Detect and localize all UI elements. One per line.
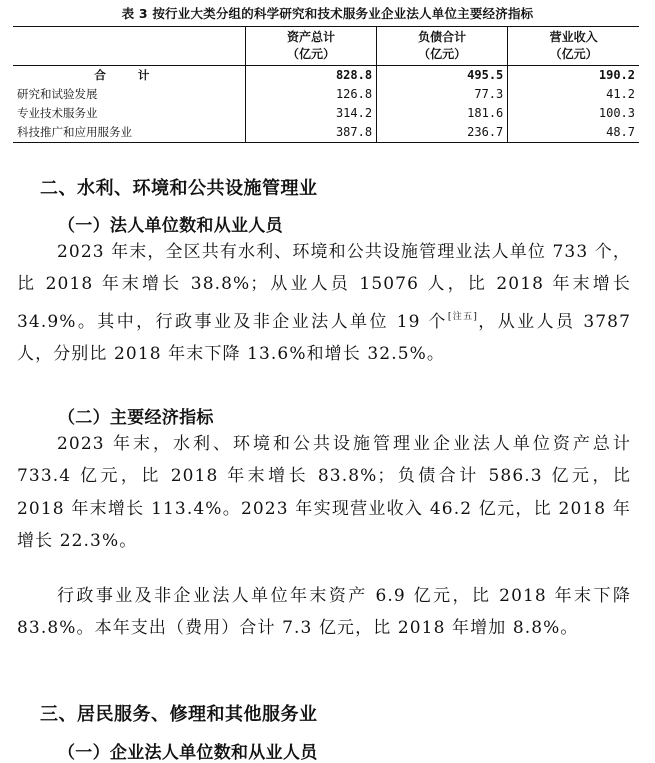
header-blank — [13, 27, 245, 66]
row-label: 研究和试验发展 — [17, 87, 98, 101]
cell-assets: 387.8 — [245, 123, 376, 143]
paragraph-text: ，从业人员 3787 人，分别比 2018 年末下降 13.6%和增长 32.5%。 — [17, 311, 632, 365]
row-label: 科技推广和应用服务业 — [13, 123, 245, 143]
header-liabilities-line1: 负债合计 — [418, 30, 467, 44]
cell-revenue: 190.2 — [508, 66, 639, 86]
footnote-marker: [注五] — [447, 311, 477, 322]
table-row-total — [13, 66, 639, 86]
cell-assets: 126.8 — [245, 85, 376, 104]
economic-indicators-table — [13, 26, 639, 143]
cell-assets: 828.8 — [245, 66, 376, 86]
cell-revenue: 41.2 — [508, 85, 639, 104]
header-assets — [245, 27, 376, 66]
table-header-row — [13, 27, 639, 66]
table-row — [13, 123, 639, 143]
section-2-subheading-2: （二）主要经济指标 — [58, 408, 214, 428]
table-row — [13, 85, 639, 104]
header-revenue-unit: （亿元） — [549, 47, 598, 61]
section-3-subheading-1: （一）企业法人单位数和从业人员 — [58, 743, 318, 763]
cell-revenue: 48.7 — [508, 123, 639, 143]
header-revenue-line1: 营业收入 — [549, 30, 598, 44]
section-2-heading: 二、水利、环境和公共设施管理业 — [40, 178, 318, 199]
section-3-heading: 三、居民服务、修理和其他服务业 — [40, 704, 318, 725]
section-2-paragraph-2: 2023 年末，水利、环境和公共设施管理业企业法人单位资产总计 733.4 亿元，比 2018 年末增长 83.8%；负债合计 586.3 亿元，比 2018 年末增长 113.4%。2023 年实现营业收入 46.2 亿元，比 2018 年增长 22.3%。 — [17, 434, 631, 552]
cell-liabilities: 495.5 — [377, 66, 508, 86]
header-assets-unit: （亿元） — [286, 47, 335, 61]
header-revenue — [508, 27, 639, 66]
header-assets-line1: 资产总计 — [286, 30, 335, 44]
section-2-paragraph-3: 行政事业及非企业法人单位年末资产 6.9 亿元，比 2018 年末下降 83.8%。本年支出（费用）合计 7.3 亿元，比 2018 年增加 8.8%。 — [17, 586, 631, 639]
section-2-subheading-1: （一）法人单位数和从业人员 — [58, 216, 283, 236]
cell-liabilities: 181.6 — [377, 104, 508, 123]
cell-liabilities: 77.3 — [377, 85, 508, 104]
cell-revenue: 100.3 — [508, 104, 639, 123]
section-2-paragraph-1 — [17, 236, 631, 371]
cell-liabilities: 236.7 — [377, 123, 508, 143]
row-label: 合 计 — [94, 68, 164, 82]
paragraph-text: 2023 年末，全区共有水利、环境和公共设施管理业法人单位 733 个，比 2018 年末增长 38.8%；从业人员 15076 人，比 2018 年末增长 34.9%。其中，行政事业及非企业法人单位 19 个 — [17, 242, 631, 332]
row-label: 专业技术服务业 — [17, 106, 98, 120]
header-liabilities-unit: （亿元） — [418, 47, 467, 61]
table-row — [13, 104, 639, 123]
cell-assets: 314.2 — [245, 104, 376, 123]
header-liabilities — [377, 27, 508, 66]
table-caption: 表 3 按行业大类分组的科学研究和技术服务业企业法人单位主要经济指标 — [121, 6, 534, 21]
